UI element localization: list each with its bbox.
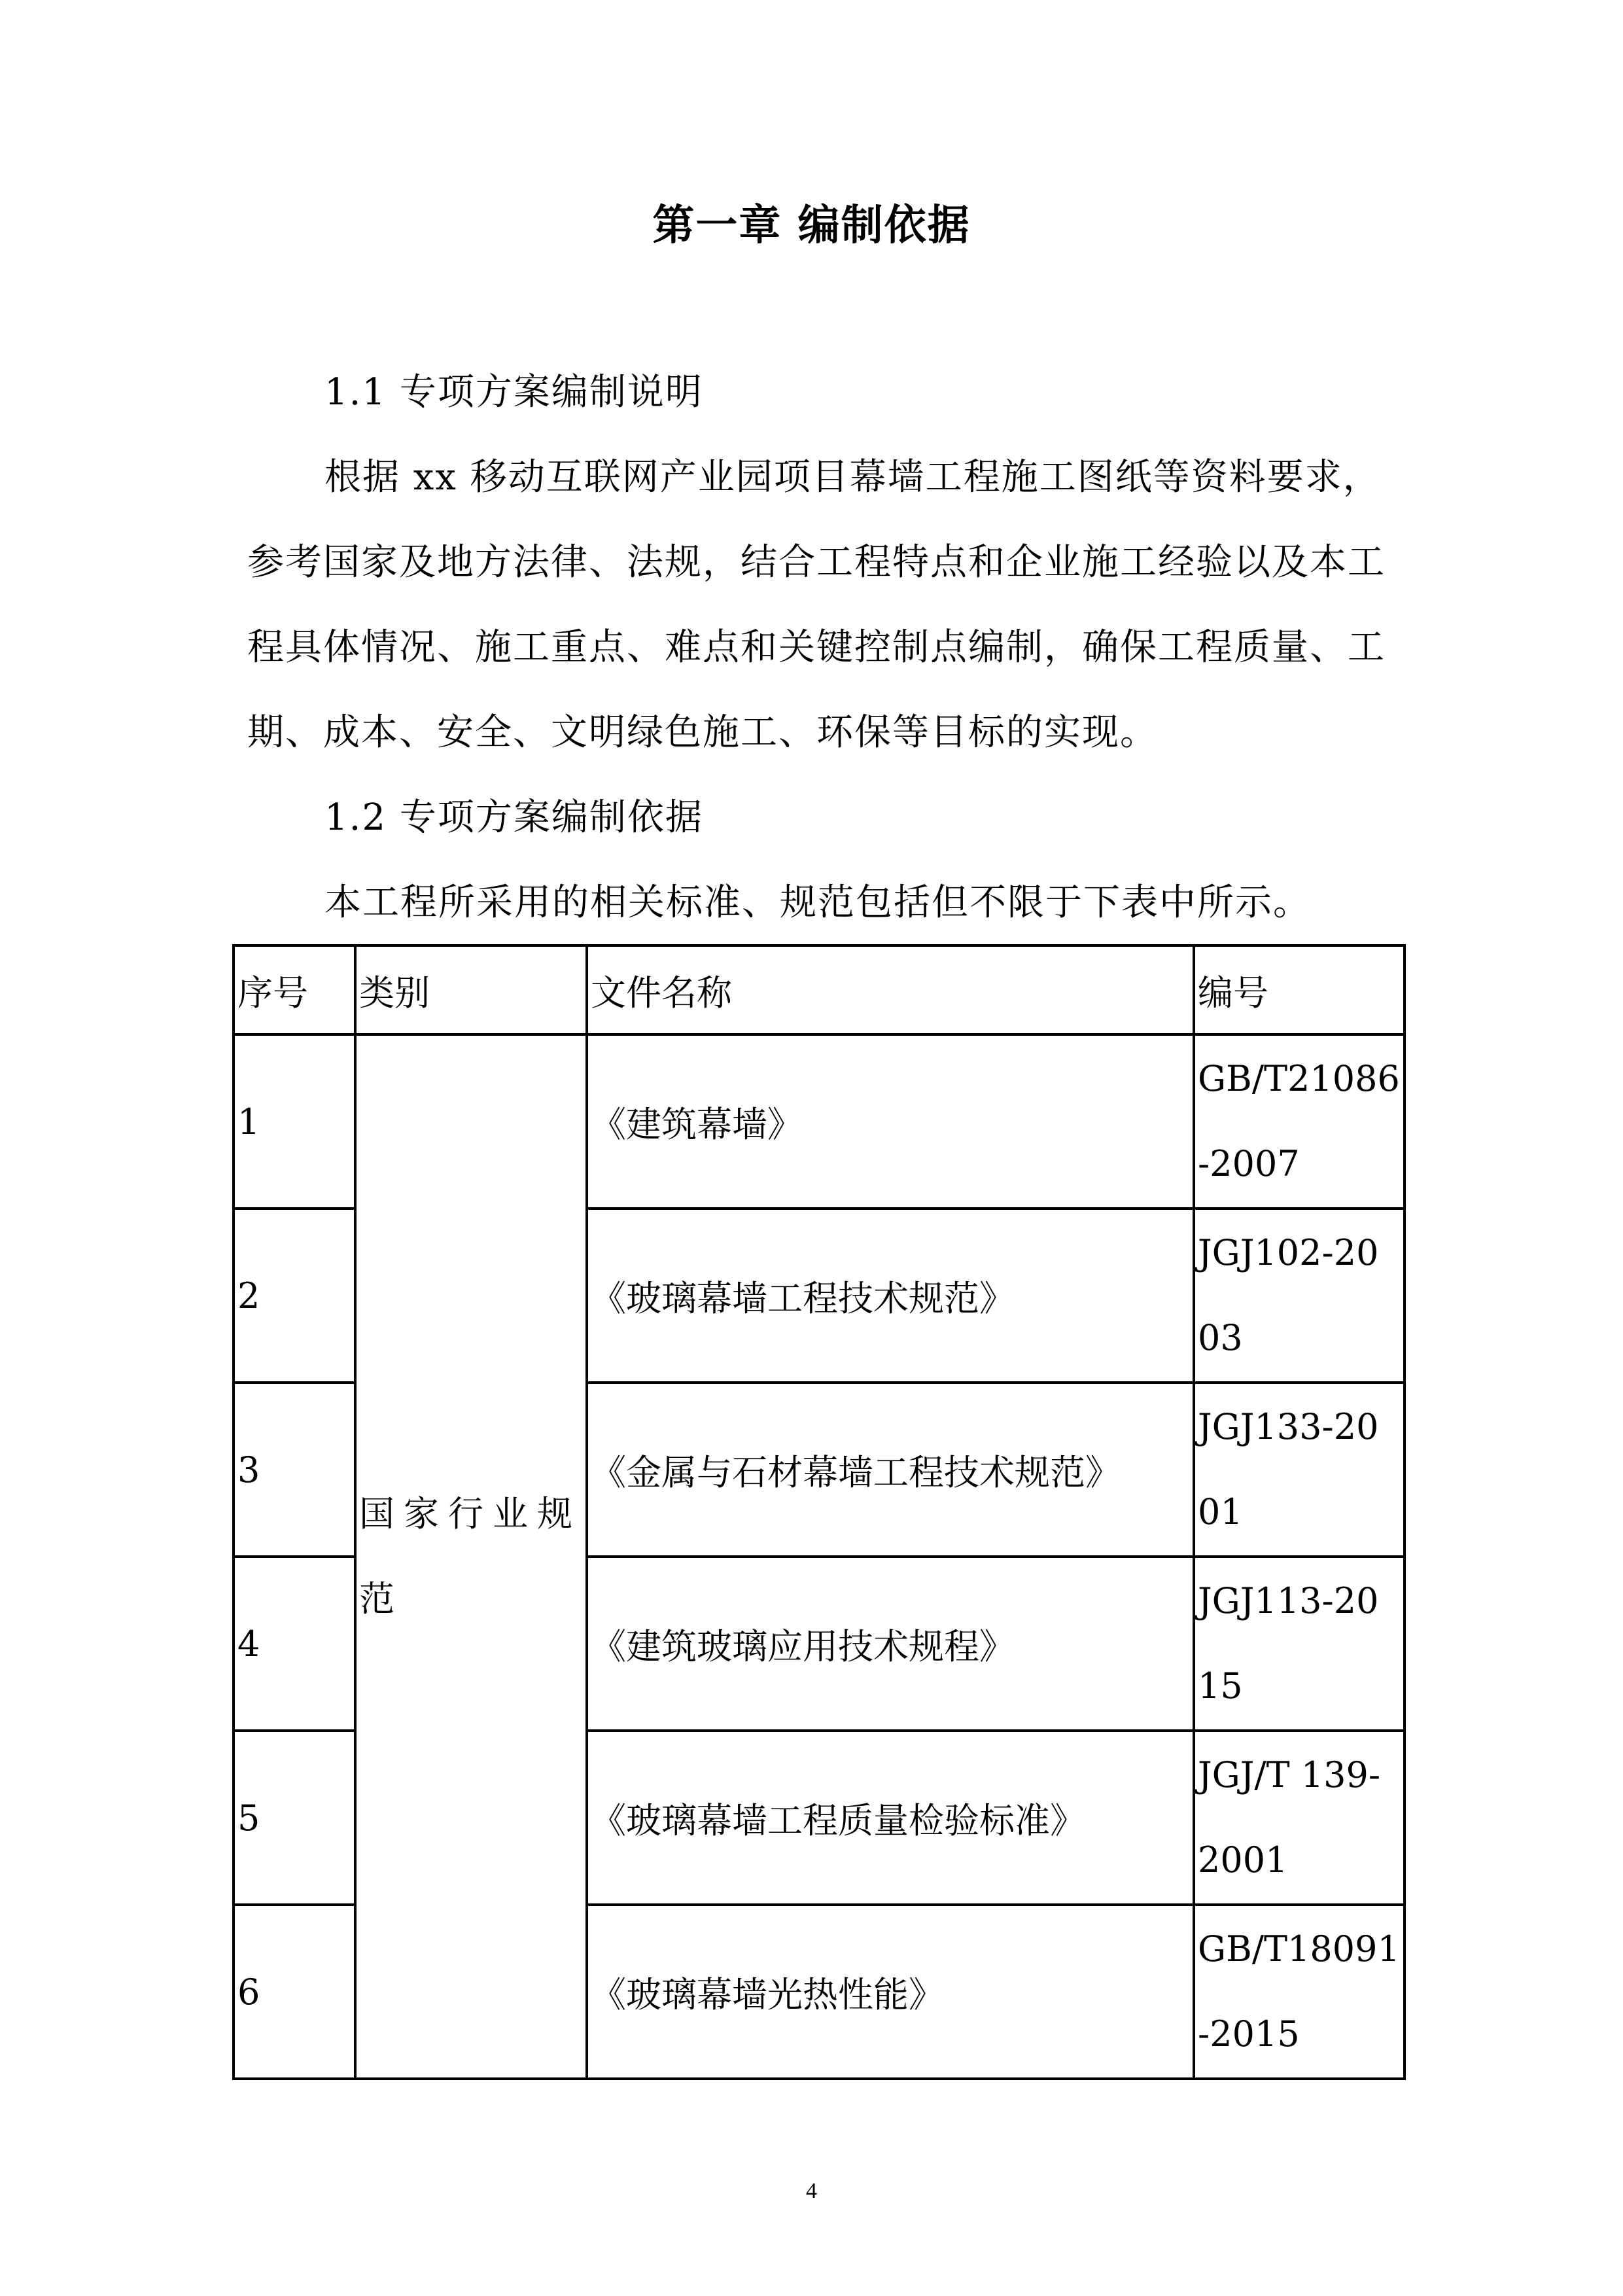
header-category: 类别 xyxy=(355,945,587,1034)
table-row xyxy=(234,1034,1405,1209)
row-name: 《建筑幕墙》 xyxy=(587,1034,1194,1209)
row-no: 6 xyxy=(234,1905,355,2079)
standards-table xyxy=(232,944,1406,2080)
header-no: 序号 xyxy=(234,945,355,1034)
row-name: 《玻璃幕墙工程质量检验标准》 xyxy=(587,1731,1194,1905)
row-code: JGJ102-2003 xyxy=(1194,1209,1405,1383)
table-intro-paragraph: 本工程所采用的相关标准、规范包括但不限于下表中所示。 xyxy=(324,881,1311,924)
header-code: 编号 xyxy=(1194,945,1405,1034)
row-code: GB/T21086-2007 xyxy=(1194,1034,1405,1209)
chapter-title: 第一章 编制依据 xyxy=(652,202,971,250)
row-name: 《金属与石材幕墙工程技术规范》 xyxy=(587,1383,1194,1557)
row-code: GB/T18091-2015 xyxy=(1194,1905,1405,2079)
row-name: 《建筑玻璃应用技术规程》 xyxy=(587,1557,1194,1731)
row-name: 《玻璃幕墙光热性能》 xyxy=(587,1905,1194,2079)
row-no: 5 xyxy=(234,1731,355,1905)
row-no: 1 xyxy=(234,1034,355,1209)
row-no: 3 xyxy=(234,1383,355,1557)
row-no: 4 xyxy=(234,1557,355,1731)
row-code: JGJ133-2001 xyxy=(1194,1383,1405,1557)
header-name: 文件名称 xyxy=(587,945,1194,1034)
row-no: 2 xyxy=(234,1209,355,1383)
page-number: 4 xyxy=(806,2179,817,2203)
section-heading-1-1: 1.1 专项方案编制说明 xyxy=(324,371,703,414)
body-paragraph: 根据 xx 移动互联网产业园项目幕墙工程施工图纸等资料要求，参考国家及地方法律、法规，结合工程特点和企业施工经验以及本工程具体情况、施工重点、难点和关键控制点编制，确保工程质量、工期、成本、安全、文明绿色施工、环保等目标的实现。 xyxy=(247,456,1386,754)
row-code: JGJ/T 139-2001 xyxy=(1194,1731,1405,1905)
category-cell: 国家行业规范 xyxy=(355,1034,587,2079)
table-header-row xyxy=(234,945,1405,1034)
row-code: JGJ113-2015 xyxy=(1194,1557,1405,1731)
section-heading-1-2: 1.2 专项方案编制依据 xyxy=(324,796,703,839)
row-name: 《玻璃幕墙工程技术规范》 xyxy=(587,1209,1194,1383)
